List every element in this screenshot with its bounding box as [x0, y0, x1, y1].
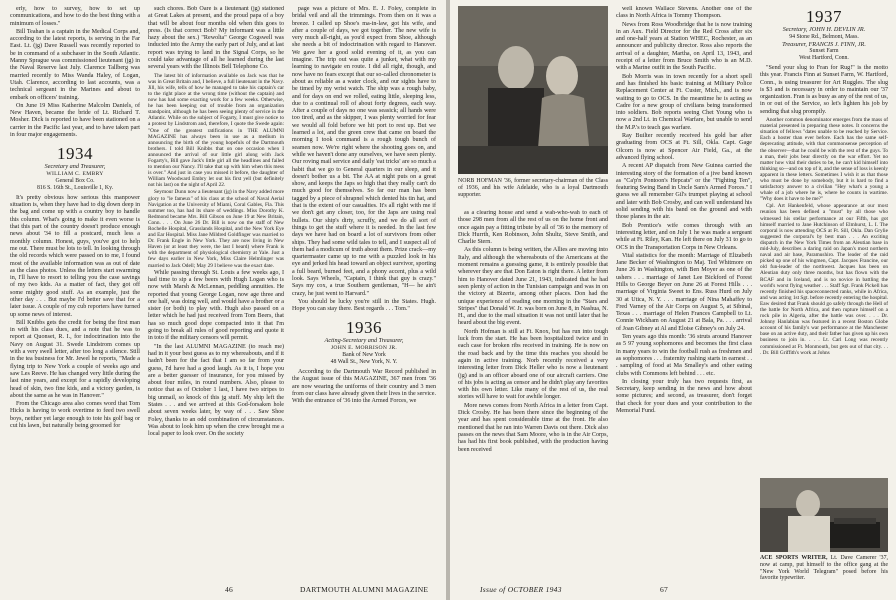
issue-date: Issue of OCTOBER 1943	[480, 585, 562, 594]
left-column-1	[10, 6, 140, 571]
class-heading-1934	[10, 145, 140, 192]
right-column-1	[458, 210, 608, 570]
left-page	[0, 0, 446, 600]
paragraph-small: Cpl. Art Hankenfeld, whose appearance at our most reunion has been defined a "must" by all those who witnessed his stellar performance at our Fifth, has got himself married to Jane Hutchinson of Elmhurst, L. I. The corporal is now attending OCS at Ft. Sill, Okla. Dan Grylie suggested the corporal's by best man . . . An exciting dispatch in the New York Times from an Aleutian base in mid-July, describes a daring raid on Japan's most northern naval and air base, Paramushiro. The leader of the raid picked up one of his wingmen, Capt. Jacques Francine, our old fun-leader of the northwest. Jacques has been on Aleutian duty only three months, but has flown with the RCAF and in Iceland, and is no novice in battling the world's worst flying weather . . . Staff Sgt. Frank Pickell has recently finished his spaceconnected ranks, while in Africa, and was acting 1st Sgt. before recently entering the hospital. Eaw desired that Frank should go safely through the Hell of the battle for North Africa, and then rupture himself on a rock pile in Algeria, after the battle was over. . . . Dr. Johnny Hanlabian was featured in a recent Boston Globe account of his family's war performance at the Manchester base on an active duty, and their father has given up his own business to join in. . . . Lt. Carl Long was recently commissioned at Ft. Monmouth, but gets out of that city. . . . Dr. Bill Griffith's work at Johns	[760, 203, 888, 356]
right-column-2	[616, 6, 752, 571]
paragraph: Bob Morris was in town recently for a short spell and has finished his basic training at Military Police Replacement Center at Ft. Custer, Mich., and is now waiting to go to OCS. In the meantime he is acting as Cadre for a new group of civilians being transformed into soldiers. Bob reports seeing Chet Young who is now a 2nd Lt. in Chemical Warfare, but unable to send the M.P.'s to teach gas warfare.	[616, 73, 752, 131]
class-heading-1937	[760, 8, 888, 62]
paragraph: well known Wallace Stevens. Another one of the class in North Africa is Tommy Thompson.	[616, 6, 752, 20]
class-address: 816 S. 16th St., Louisville 1, Ky.	[36, 184, 114, 191]
paragraph: North Hofman is still at Ft. Knox, but has run into tough luck from the start. He has been hospitalized twice and in each case for broken ribs received in training. He is now on the road back and by the time this reaches you should be again in active training. Norb recently received a very interesting letter from Dick Heller who is now a lieutenant (jg) and is an officer aboard one of our aircraft carriers. One of his jobs is acting as censor and he didn't play any favorites with his own letter. Like many of the rest of us, the real stories will have to wait for awhile longer.	[458, 328, 608, 401]
left-column-2	[148, 6, 284, 571]
paragraph: "Send your slug to Fran for Rug!" is the motto this year. Francis Finn at Sunset Farm, W. Hartford, Conn., is using treasurer for Art Ruggles. The slug is $3 and is necessary in order to maintain our '37 organization. Fran is as busy as any of the rest of us, in or out of the Service, so let's lighten his job by sending that slug promptly.	[760, 65, 888, 115]
paragraph: While passing through St. Louis a few weeks ago, I had time to sip a few beers with Hugh Logan who is now with Marsh & McLennan, peddling annuities. He reported that young George Logan, now age three and one half, was doing well, and would have a brother or a sister (or both) to play with. Hugh also passed on a letter which he had just received from Tom Beers, that has so much good dope compacted into it that I'm going to break all rules of good reporting and quote it in toto if the military censors will permit.	[148, 269, 284, 342]
paragraph: Bill Teahan is a captain in the Medical Corps and, according to the latest reports, is serving in the Far East. Lt. (jg) Dave Russell was recently reported to be in command of a subchaser in the South Atlantic. Manny Sprague was commissioned lieutenant (jg) in the Naval Reserve last July. Clarence Tallberg was married recently to Miss Wanda Haley, of Logan, Utah. Clarence, according to last accounts, was a technical sergeant in the Marines and about to embark on officers' training.	[10, 28, 140, 101]
paragraph: In closing your truly has two requests first, as Secretary, keep sending in the news and how about some pictures; and second, as treasurer, don't forget that check for your dues and your contribution to the Memorial Fund.	[616, 378, 752, 415]
paragraph: According to the Dartmouth War Record published in the August issue of this MAGAZINE, 367 men from '36 are now wearing the uniforms of their country and 3 men from our class have already given their lives in the service. With the entrance of '36 into the Armed Forces, we	[292, 368, 436, 405]
paragraph: On June 19 Miss Katherine Malcolm Daniels, of New Haven, became the bride of Lt. Richard T. Mosher. Dick is reported to have been stationed on a carrier in the Pacific last year, and to have taken part in four major engagements.	[10, 102, 140, 139]
magazine-title: DARTMOUTH ALUMNI MAGAZINE	[300, 585, 429, 594]
class-address: Sunset Farm	[809, 48, 839, 54]
paragraph: page was a picture of Mrs. E. J. Foley, complete in bridal veil and all the trimmings. From then on it was a breeze. I called up Shoe's ma-in-law, got his wife, and after a couple of days, we got together. The new wife is very much all-right, as you'd expect from Shoe, although she needs a bit of indoctrination with regard to Hanover. We gave her a good solid evening of it, as you can imagine. The trip out was quite a junket, what with my learning to navigate en route. I did all right, though, and now have no fears except that our so-called chronometer is about as reliable as a water clock, and our sights have to be timed by my wrist watch. The ship was a rough baby, and for days on end we rolled, eating little, sleeping less, due to a continual roll of about forty degrees, each way. After a couple of days no one was seasick; all hands were too tired, and as the skipper, I was plenty worried for fear we would all fold before we hit port to rest up. But we learned a lot, and the green crew that came on board the morning I took command is a rough tough bunch of seamen now. We're right where the shooting goes on, and while we haven't done any ourselves, we have seen plenty. Our roving mail service and daily 'eat tricks' are so much a habit that we go to General quarters in our sleep, and it doesn't bother us a bit. The AA at night puts on a great show, and keeps the Japs so high that they really can't do much good for themselves. So far our man has been tagged by a piece of shrapnel which dented his tin hat, and that is the extent of our casualties. It's all right with me if we don't get any closer, too, for the Japs are using real bullets. Our ship's dirty, scruffy, and we do all sort of things to get the stuff where it is needed. In the last few days we have had on board a lot of survivors from other ships. They had some wild tales to tell, and I suspect all of them had a modicum of truth about them. Prize crack—my quartermaster came up to me with a puzzled look in his eye and jerked his head toward an object survivor, sporting a full beard, burned feet, and a phony accent, plus a wild look. Says Wheels, "Captain, I think that guy is crazy." Says my cox, a true Southern gentleman, "H— he ain't crazy, he just went to Harvard."	[292, 6, 436, 297]
caption-text: Lt. Dave Camerer '37, now at camp, put himself to the office gang at the "New York World Telegram" posed before his favorite typewriter.	[760, 555, 888, 582]
paragraph: Vital statistics for the month: Marriage of Elizabeth Jane Becker of Washington to Maj. Ted Whitmore on June 26 in Washington, with Ben Moyer as one of the ushers . . . marriage of Janet Lee Bickford of Forest Hills to George Beyer on June 26 at Forest Hills . . . marriage of Virginia Sweet to Ens. Russ Hurd on July 30 at Utica, N. Y. . . . marriage of Nina Mahaffey to Fred Varney of the Air Corps on August 5, at Sibinal, Texas . . . marriage of Helen Frances Campbell to Lt. Connie Wickham on August 21 at Bala, Pa. . . . arrival of Joan Gibney at Al and Eloise Gibney's on July 24.	[616, 252, 752, 332]
caption-lead: ACE SPORTS WRITER,	[760, 555, 828, 561]
class-heading-1936	[292, 319, 436, 366]
paragraph: More news comes from North Africa in a letter from Capt. Dick Crosby. He has been there since the beginning of the year and has spent considerable time at the front. He also mentioned that he ran into Warren Davis out there. Dick also passes on the news that Sam Moore, who is in the Air Corps, has had his first book published, with the production having been received	[458, 402, 608, 453]
photo-image	[760, 478, 888, 552]
paragraph-small: Another common denominator emerges from the mass of material presented in preparing these notes. It concerns the situation of fellows "dates unable to be reached by Service. Each a hoster than ever before. Each has the same self-deprecating attitude, with that commonsense perception of the observer—that he could be with the rest of the guys. To a man, their jobs bear directly on the war effort. Yet no matter how vital their duties to be, he can't kid himself into thinking so—and on top of it, and the sense of loss is keenly apparent in these letters. Sometimes I wish it as that those who must be done by somebody, but it is hard to find a satisfactory answer to a civilian "Hey what's a young a whale of a job where he is, where he counts in wartime. "Why does it have to be me?"	[760, 117, 888, 203]
paragraph: You should be lucky you're still in the States. Hugh. Hope you can stay there. Best regards . . . Tom."	[292, 298, 436, 313]
photo-caption-top: NORB HOFMAN '36, former secretary-chairman of the Class of 1936, and his wife Adelaide, who is a loyal Dartmouth supporter.	[458, 178, 608, 198]
paragraph: It's pretty obvious how serious this manpower situation is, when they have had to dig down deep in the bag and come up with a country boy to handle this column. What's going to make it even worse is that this part of the country doesn't produce enough news about '34 to fill a postcard, much less a monthly column. Honest, guys, you've got to help me out. There must be lots to tell. In looking through the old records which were passed on to me, I found most of the available information was as out of date as the class photos. Unless the letters start swarming in, I'll have to resort to telling you the case savings of my two kids. As a matter of fact, they got off some mighty good stuff. As an example, just the other day . . . But maybe I'd better save that for a later issue. A couple of my cub reporters have turned up some news of interest.	[10, 194, 140, 318]
class-secretary-name: JOHN E. MORRISON JR.	[330, 344, 398, 351]
page-number-right: 67	[660, 585, 669, 594]
paragraph: Ray Builter recently received his gold bar after graduating from OCS at Ft. Sill, Okla. Capt. Gage Olcorn is now at Spencer Air Field, Ga., at the advanced flying school.	[616, 133, 752, 161]
paragraph: As this column is being written, the Allies are moving into Italy, and although the whereabouts of the Americans at the moment remains a guessing game, it is entirely possible that wherever they are that Don Eaton is right there. A letter from him to Hanover dated June 21, 1943, indicated that he had seen plenty of action in the Tunisian campaign and was in on the victory at Bizerte, among other places. Don had the unique experience of reading one morning in the "Stars and Stripes" that Donald W. Jr. was born on June 8, in Nashua, N. H., and due to the mail situation it was not until later that he heard about the big event.	[458, 247, 608, 327]
photo-caption-bottom	[760, 555, 888, 582]
photo-hofman-couple	[458, 6, 608, 174]
paragraph: Bill Knibbs gets the credit for being the first man in with his class dues, and a note that he was to report at Quonset, R. I., for indoctrination into the Navy on August 31. Swede Lindstrom comes up with a very swell letter, after too long a silence. Still in the tea business for Mr. Jewel he reports, "Made a flying trip to New York a couple of weeks ago and saw Les Reeve. He has changed very little during the last nine years, and except for a rapidly developing head of skin, two fine kids, and a victory garden, is about the same as he was in Hanover."	[10, 319, 140, 399]
class-address: 48 Wall St., New York, N. Y.	[330, 358, 398, 365]
paragraph: Bob Prentice's wife comes through with an interesting letter, and on July 1 he was made a sergeant while at Ft. Riley, Kan. He left there on July 31 to go to OCS in the Transportation Corps in New Orleans.	[616, 222, 752, 251]
class-org: Bank of New York	[342, 351, 386, 358]
paragraph: "In the last ALUMNI MAGAZINE (to reach me) had in it your best guess as to my whereabouts, and if it hadn't been for the fact that I am so far from your guess, I'd have had a good laugh. As it is, I hope you are a better guesser of insurance, for you missed by about four miles, in round numbers. Also, please to notice that as of October 1 last, I have two stripes to big unmail, so knock of this jg stuff. My ship left the States . . . and we arrived at this God-forsaken hole about seven weeks later, by way of . . . Saw Shoe Foley, thanks to an odd combination of circumstances. Was about to look him up when the crew brought me a local paper to look over. On the society	[148, 343, 284, 438]
class-role: Acting-Secretary and Treasurer,	[324, 337, 404, 345]
paragraph: such chores. Bob Oare is a lieutenant (jg) stationed at Great Lakes at present, and the proud papa of a boy that will be about four months old when this goes to press. (Is that correct Bob? My informant was a little hazy about the sex.) "Rewolta" George Cogswell was inducted into the Army the early part of July, and at last report was trying to land in the Signal Corps, so he could take advantage of all he learned during the last several years with the Illinois Bell Telephone Co.	[148, 6, 284, 71]
paragraph: A recent AP dispatch from New Guinea carried the interesting story of the formation of a jive band known as "Ca'p'n Pontoon's Hepcats" or the "Fighting Ten", featuring Swing Band in Uncle Sam's Armed Forces." I guess we all remember Gil's trumpet playing at school and later with Bob Crosby, and can well understand his solid sending with his band on the ground and with those planes in the air.	[616, 163, 752, 221]
left-column-3	[292, 6, 436, 571]
paragraph-small: Seymour Dunn now a lieutenant (jg) in the Navy added more glory to "le fameux" of his class at the school of Naval Aerial Navigation at the University of Miami, Coral Gables, Fla. This summer too, has had its share of weddings. Miss Dorothy K. Redmond became Mrs. Bill Gibson on June 19 at New Britain, Conn. . . . On June 26 Dr. Bill is now on the staff of New Rochelle Hospital, Grasslands Hospital, and the New York Eye and Ear Hospital. Miss Jane Mildred Goldfinger was married to Dr. Frank Engle in New York. They are now living in New Haven (or at least they were, the last I heard) where Frank is with the department of physiological chemistry at Yale. Just a few days earlier in New York, Miss Claire Helmlinger was married to Jack Odell; May 29 I believe was the exact date.	[148, 189, 284, 269]
class-year: 1934	[57, 144, 93, 164]
paragraph: Ten years ago this month: '36 struts around Hanover as 5 97 young sophomores and becomes the first class in many years to win the football rush as freshmen and as sophomores . . . fraternity rushing starts in earnest . . . sampling of food at Ma Smalley's and other eating clubs with Commons left behind . . . etc.	[616, 334, 752, 377]
class-secretary-name: WILLIAM C. EMBRY	[46, 170, 104, 177]
class-secretary: Secretary, JOHN H. DEVLIN JR.	[782, 26, 866, 33]
paragraph: News from Ross Woodbridge that he is now training in an Aux. Field Director for the Red Cross after six and one-half years at Station WHEC, Rochester, as an announcer and publicity director. Ross also reports the arrival of a daughter, Martha, on April 13, 1943, and receipt of a letter from Bruce Smith who is an M.D. with a Marine outfit in the South Pacific.	[616, 21, 752, 72]
class-year: 1937	[806, 7, 842, 26]
class-role: Secretary and Treasurer,	[44, 163, 106, 171]
class-address: 94 Stone Rd., Belmont, Mass.	[789, 33, 859, 40]
paragraph-small: The latest bit of information available on Jack was that he was in Great Britain and, I believe, a full lieutenant in the Navy. Jill, his wife, tells of how he managed to take his captain's car to the right place at the wrong time (without the captain) and now has had some exacting work for a few weeks. Otherwise, he has been keeping out of trouble from an organization standpoint, although he has been seeing plenty of service in the Atlantic. While on the subject of Fogarty, I must give notice to a protest by Lindstrom and, therefore, I quote the Swede again: "One of the greatest ratifications in THE ALUMNI MAGAZINE has always been in use as a medium in announcing the birth of the young hopefuls of the Dartmouth brothers. I told Bill Knibbs that on one occasion when I announced the arrival of our little girl along with Jack Fogarty's, Bill gave Jack's little girl all the headlines and failed to mention our Nancy. I'll take that up with him when this mess is over." And just in case you missed it before, the daughter of William Woodward Embry let out his first yell (but definitely not his last) on the night of April 22.	[148, 72, 284, 189]
class-address: West Hartford, Conn.	[799, 55, 849, 61]
right-page	[450, 0, 896, 600]
paragraph: as a clearing house and send a wah-who-wah to each of those 298 men from all the rest of us on the home front and once again pay a fitting tribute by all of '36 to the memory of Dick Hurrth, Ken Robinson, John Shultz, Steve Smith, and Charlie Stern.	[458, 210, 608, 246]
class-year: 1936	[346, 318, 382, 338]
page-number-left: 46	[225, 585, 234, 594]
right-column-3	[760, 6, 888, 476]
photo-sports-writer	[760, 478, 888, 552]
photo-image	[458, 6, 608, 174]
paragraph: erly, how to survey, how to set up communications, and how to do the best thing with a minimum of losses."	[10, 6, 140, 27]
class-org: General Box Co.	[55, 177, 95, 184]
class-treasurer: Treasurer, FRANCIS J. FINN, JR.	[782, 40, 866, 48]
paragraph: From the Chicago area also comes word that Tom Hicks is having to work overtime to feed two swell boys, neither yet large enough to tote his golf bag or cut his lawn, but naturally being groomed for	[10, 401, 140, 430]
